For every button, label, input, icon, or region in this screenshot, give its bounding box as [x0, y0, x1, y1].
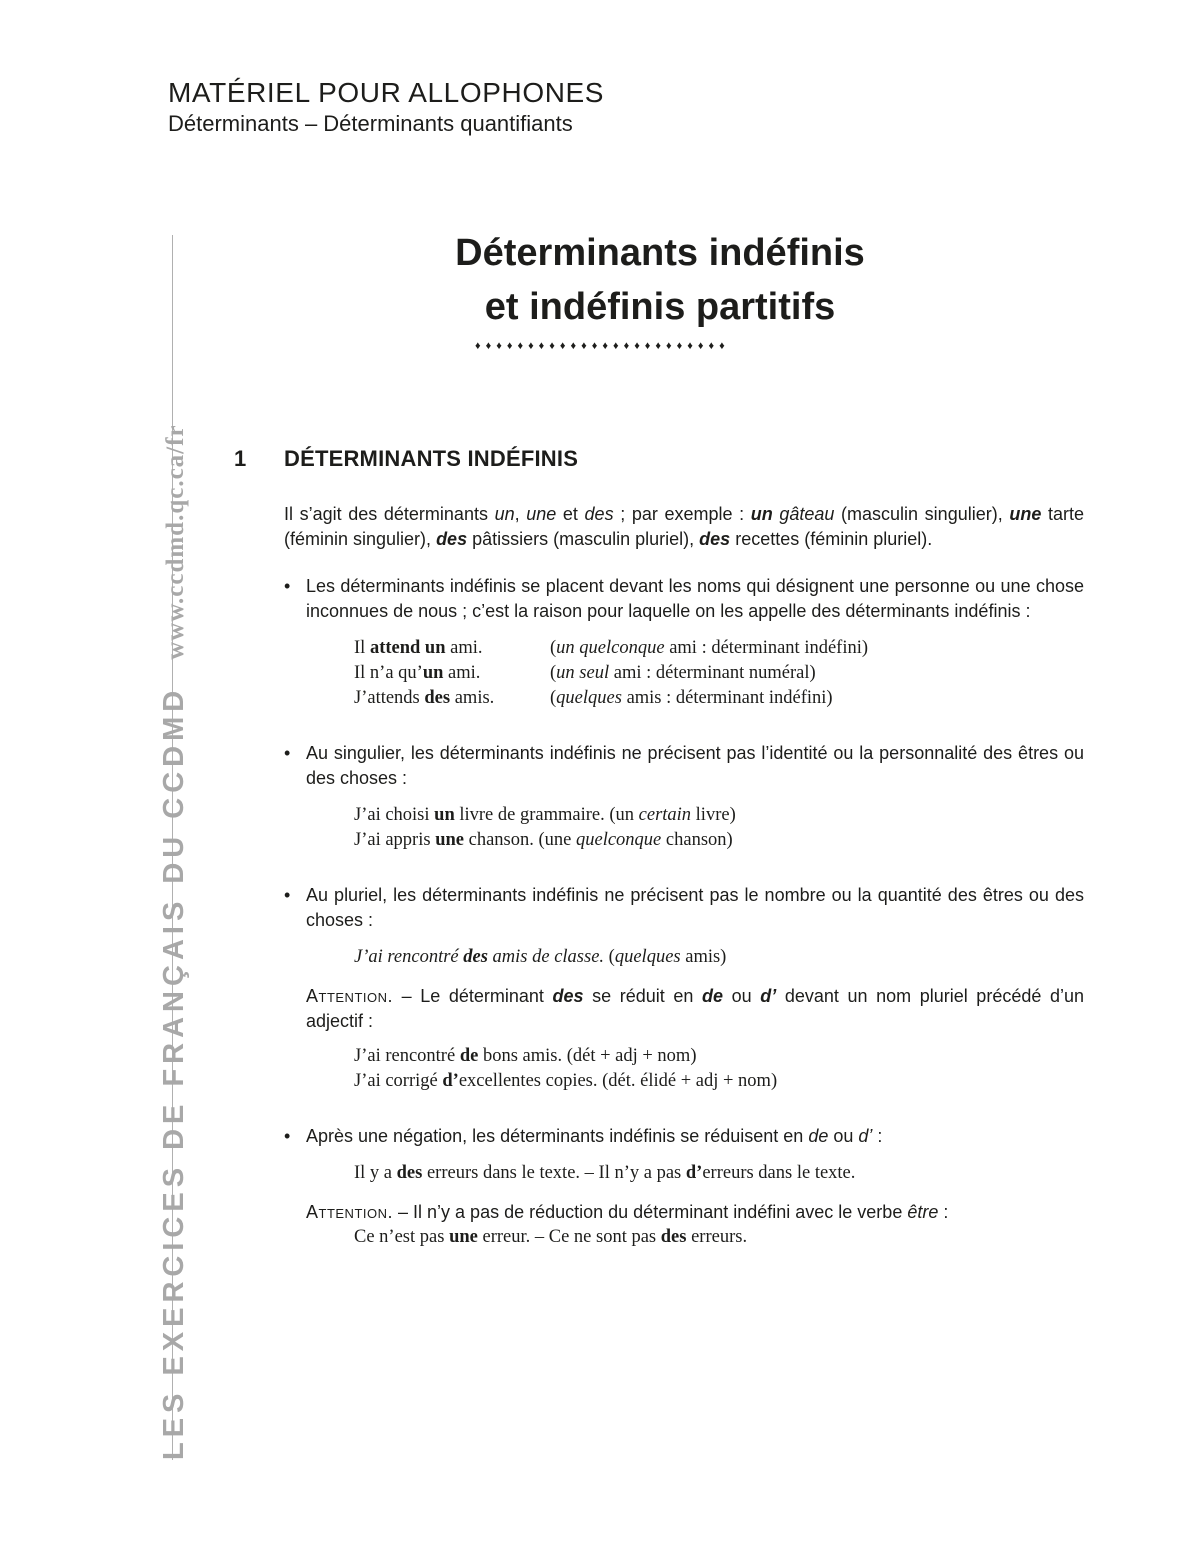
title-line-2: et indéfinis partitifs	[484, 286, 836, 328]
attention-label: Attention.	[306, 1202, 394, 1222]
example-block-3b	[354, 1044, 1084, 1094]
bullet-icon: •	[284, 1126, 291, 1146]
example-block-2	[354, 803, 1084, 853]
example-block-3	[354, 945, 1084, 970]
example-row: J’attends des amis. (quelques amis : déterminant indéfini)	[354, 688, 833, 708]
example-line: Ce n’est pas une erreur. – Ce ne sont pas des erreurs.	[354, 1227, 748, 1247]
example-line: Il y a des erreurs dans le texte. – Il n’y a pas d’erreurs dans le texte.	[354, 1163, 856, 1183]
bullet-icon: •	[284, 885, 291, 905]
example-line: J’ai appris une chanson. (une quelconque chanson)	[354, 830, 733, 850]
bullet-item-4: • Après une négation, les déterminants indéfinis se réduisent en de ou d’ :	[284, 1124, 1084, 1149]
section-number: 1	[234, 446, 247, 471]
sidebar-series: LES EXERCICES DE FRANÇAIS DU CCDMD	[158, 685, 190, 1460]
attention-label: Attention.	[306, 986, 394, 1006]
bullet-item-3: • Au pluriel, les déterminants indéfinis ne précisent pas le nombre ou la quantité des êtres ou des choses :	[284, 885, 1084, 930]
example-table-1	[354, 636, 1084, 711]
section-body	[284, 502, 1084, 1250]
header-title: MATÉRIEL POUR ALLOPHONES	[168, 77, 605, 108]
section-title: DÉTERMINANTS INDÉFINIS	[284, 446, 579, 471]
example-row: Il n’a qu’un ami. (un seul ami : déterminant numéral)	[354, 663, 816, 683]
bullet-item-1: • Les déterminants indéfinis se placent devant les noms qui désignent une personne ou une chose inconnues de nous ; c’est la raison pour laquelle on les appelle des déterminants indéfinis :	[284, 576, 1084, 621]
attention-note-1: Attention. – Le déterminant des se réduit en de ou d’ devant un nom pluriel précédé d’un adjectif :	[306, 986, 1084, 1031]
title-line-1: Déterminants indéfinis	[455, 232, 865, 274]
example-block-4b	[354, 1225, 1084, 1250]
bullet-icon: •	[284, 743, 291, 763]
sidebar-url: www.ccdmd.qc.ca/fr	[162, 424, 189, 660]
diamond-ornament: ♦♦♦♦♦♦♦♦♦♦♦♦♦♦♦♦♦♦♦♦♦♦♦♦	[475, 340, 730, 352]
header-subtitle: Déterminants – Déterminants quantifiants	[168, 111, 573, 136]
page-header	[168, 76, 604, 138]
sidebar-vertical-text	[158, 424, 191, 1460]
bullet-icon: •	[284, 576, 291, 596]
example-line: J’ai choisi un livre de grammaire. (un certain livre)	[354, 805, 736, 825]
example-line: J’ai rencontré de bons amis. (dét + adj + nom)	[354, 1046, 697, 1066]
document-title	[400, 226, 920, 334]
example-line: J’ai rencontré des amis de classe. (quelques amis)	[354, 947, 727, 967]
example-block-4	[354, 1161, 1084, 1186]
intro-paragraph: Il s’agit des déterminants un, une et des ; par exemple : un gâteau (masculin singulier), une tarte (féminin singulier), des pâtissiers (masculin pluriel), des recettes (féminin pluriel).	[284, 504, 1084, 549]
example-row: Il attend un ami. (un quelconque ami : déterminant indéfini)	[354, 638, 869, 658]
attention-note-2: Attention. – Il n’y a pas de réduction du déterminant indéfini avec le verbe être :	[306, 1202, 949, 1222]
example-line: J’ai corrigé d’excellentes copies. (dét. élidé + adj + nom)	[354, 1071, 778, 1091]
bullet-item-2: • Au singulier, les déterminants indéfinis ne précisent pas l’identité ou la personnalité des êtres ou des choses :	[284, 743, 1084, 788]
